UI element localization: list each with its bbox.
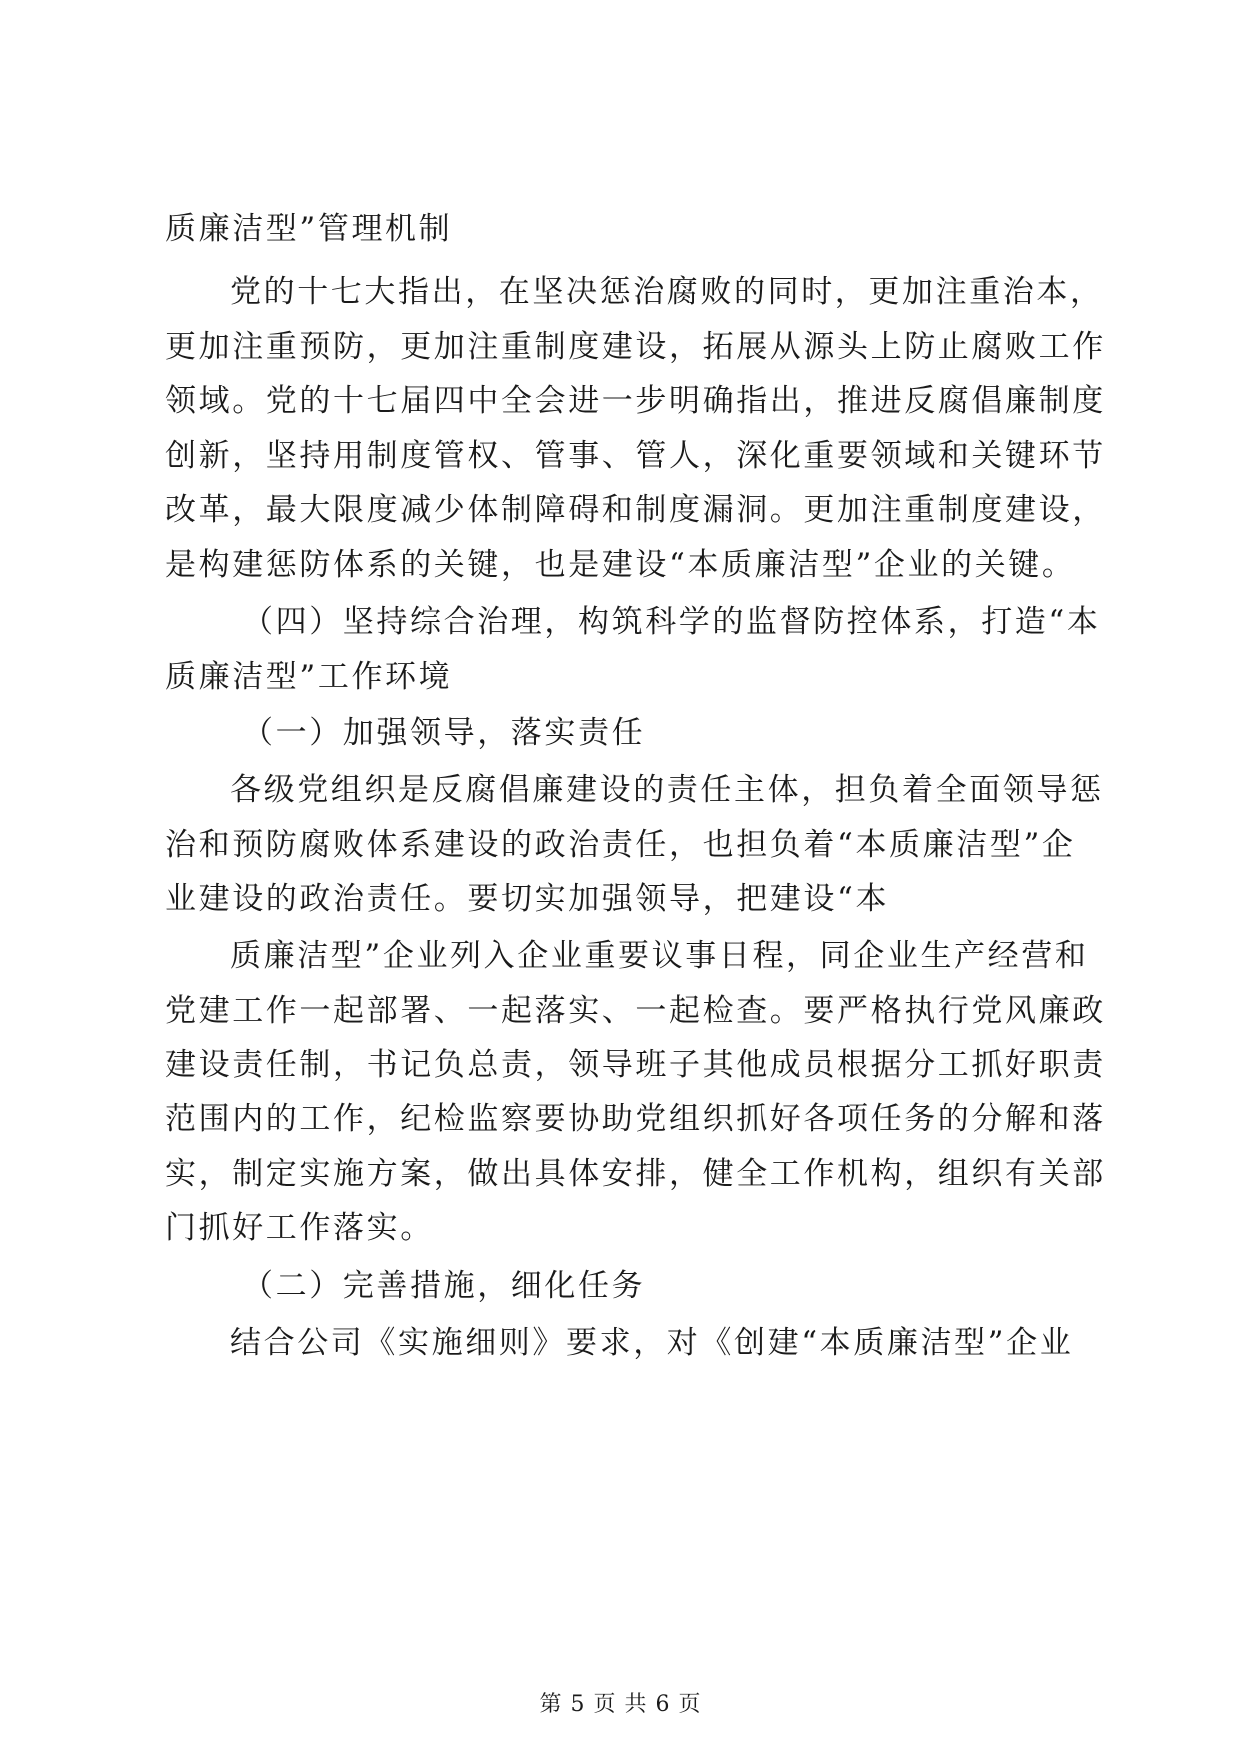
text-line-12: 治和预防腐败体系建设的政治责任，也担负着“本质廉洁型”企 [165, 827, 1076, 863]
text-line-11: 各级党组织是反腐倡廉建设的责任主体，担负着全面领导惩 [230, 772, 1104, 808]
text-line-9: 质廉洁型”工作环境 [165, 659, 453, 695]
text-line-7: 是构建惩防体系的关键，也是建设“本质廉洁型”企业的关键。 [165, 547, 1076, 583]
text-line-13: 业建设的政治责任。要切实加强领导，把建设“本 [165, 881, 890, 917]
text-line-14: 质廉洁型”企业列入企业重要议事日程，同企业生产经营和 [230, 938, 1089, 974]
text-line-4: 领域。党的十七届四中全会进一步明确指出，推进反腐倡廉制度 [165, 383, 1106, 419]
text-line-19: 门抓好工作落实。 [165, 1210, 434, 1246]
subsection-heading-1: （一）加强领导，落实责任 [242, 715, 646, 751]
text-line-18: 实，制定实施方案，做出具体安排，健全工作机构，组织有关部 [165, 1156, 1106, 1192]
text-line-6: 改革，最大限度减少体制障碍和制度漏洞。更加注重制度建设， [165, 492, 1106, 528]
text-line-17: 范围内的工作，纪检监察要协助党组织抓好各项任务的分解和落 [165, 1101, 1106, 1137]
text-line-16: 建设责任制，书记负总责，领导班子其他成员根据分工抓好职责 [165, 1047, 1106, 1083]
text-line-15: 党建工作一起部署、一起落实、一起检查。要严格执行党风廉政 [165, 993, 1106, 1029]
text-line-5: 创新，坚持用制度管权、管事、管人，深化重要领域和关键环节 [165, 438, 1106, 474]
text-line-1: 质廉洁型”管理机制 [165, 211, 453, 247]
text-line-3: 更加注重预防，更加注重制度建设，拓展从源头上防止腐败工作 [165, 329, 1106, 365]
text-line-21: 结合公司《实施细则》要求，对《创建“本质廉洁型”企业 [230, 1325, 1074, 1361]
subsection-heading-2: （二）完善措施，细化任务 [242, 1268, 646, 1304]
section-heading-4: （四）坚持综合治理，构筑科学的监督防控体系，打造“本 [242, 604, 1101, 640]
page-footer: 第 5 页 共 6 页 [539, 1692, 702, 1717]
text-line-2: 党的十七大指出，在坚决惩治腐败的同时，更加注重治本， [230, 274, 1104, 310]
